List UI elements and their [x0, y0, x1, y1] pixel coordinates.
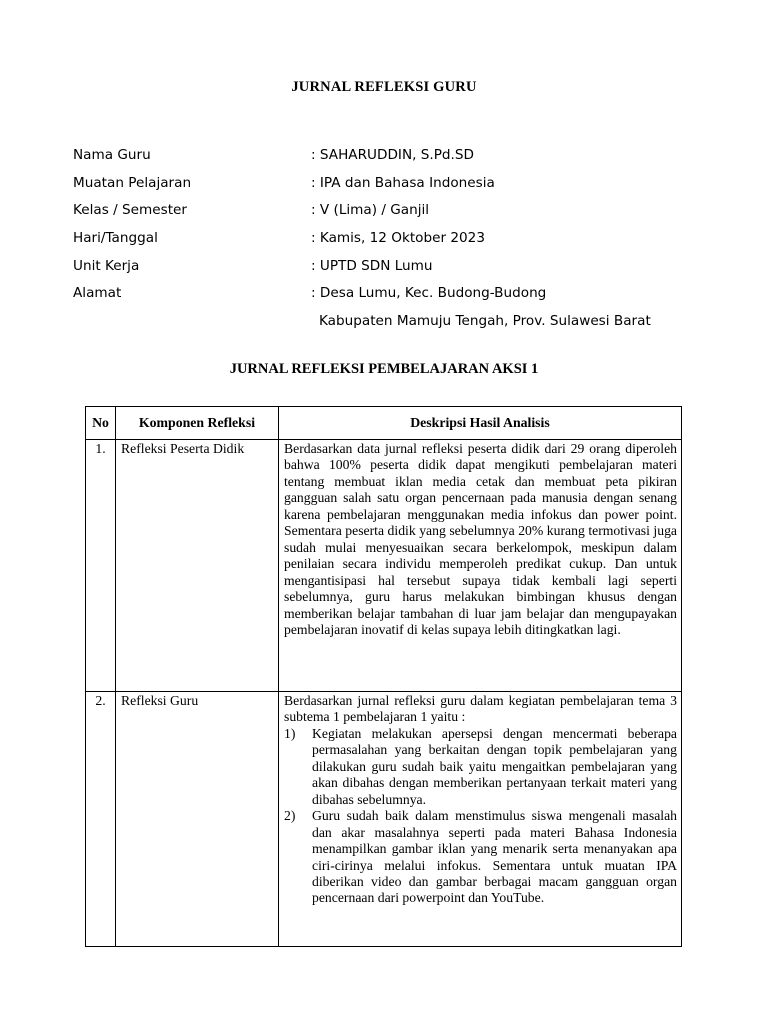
- info-value: : Desa Lumu, Kec. Budong-Budong: [311, 285, 547, 302]
- deskripsi-point-list: [284, 726, 677, 907]
- row-komponen: Refleksi Peserta Didik: [116, 440, 279, 692]
- header-deskripsi: Deskripsi Hasil Analisis: [279, 407, 682, 440]
- header-komponen: Komponen Refleksi: [116, 407, 279, 440]
- reflection-table: [85, 406, 682, 947]
- info-row-nama-guru: [73, 145, 723, 173]
- teacher-info: [73, 145, 723, 339]
- point-text: Guru sudah baik dalam menstimulus siswa mengenali masalah dan akar masalahnya seperti pada materi Bahasa Indonesia menampilkan gambar iklan yang menarik serta menanyakan apa ciri-cirinya melalui infokus. Sementara untuk muatan IPA diberikan video dan gambar berbagai macam gangguan organ pencernaan dari powerpoint dan YouTube.: [312, 808, 677, 906]
- list-item: [284, 808, 677, 907]
- header-no: No: [86, 407, 116, 440]
- point-number: 1): [284, 725, 296, 741]
- document-subtitle: JURNAL REFLEKSI PEMBELAJARAN AKSI 1: [229, 361, 539, 377]
- info-row-kelas-semester: [73, 200, 723, 228]
- row-komponen: Refleksi Guru: [116, 692, 279, 947]
- deskripsi-intro: Berdasarkan jurnal refleksi guru dalam kegiatan pembelajaran tema 3 subtema 1 pembelajaran 1 yaitu :: [284, 693, 677, 725]
- info-label: Hari/Tanggal: [73, 230, 158, 247]
- info-label: Kelas / Semester: [73, 202, 187, 219]
- deskripsi-text: Berdasarkan data jurnal refleksi peserta didik dari 29 orang diperoleh bahwa 100% peserta didik dapat mengikuti pembelajaran materi tentang membuat iklan media cetak dan membuat peta pikiran gangguan salah satu organ pencernaan pada manusia dengan senang karena pembelajaran menggunakan media infokus dan power point. Sementara peserta didik yang sebelumnya 20% kurang termotivasi juga sudah mulai menyesuaikan secara berkelompok, meskipun dalam penilaian secara individu memperoleh predikat cukup. Dan untuk mengantisipasi hal tersebut supaya tidak kembali lagi seperti sebelumnya, guru harus melakukan bimbingan khusus dengan memberikan belajar tambahan di luar jam belajar dan mengupayakan pembelajaran inovatif di kelas supaya lebih ditingkatkan lagi.: [284, 441, 677, 637]
- info-value: : V (Lima) / Ganjil: [311, 202, 430, 219]
- row-number: 1.: [86, 440, 116, 692]
- list-item: [284, 726, 677, 808]
- row-number: 2.: [86, 692, 116, 947]
- info-row-muatan-pelajaran: [73, 173, 723, 201]
- row-deskripsi: [279, 440, 682, 692]
- info-label: Unit Kerja: [73, 257, 140, 274]
- info-label: Alamat: [73, 285, 122, 302]
- info-value: : Kamis, 12 Oktober 2023: [311, 230, 485, 247]
- info-label: Muatan Pelajaran: [73, 174, 192, 191]
- info-row-alamat: [73, 283, 723, 311]
- info-row-alamat-continuation: [73, 311, 723, 339]
- point-number: 2): [284, 808, 296, 824]
- info-value: : SAHARUDDIN, S.Pd.SD: [311, 147, 474, 163]
- table-row: [86, 692, 682, 947]
- row-deskripsi: [279, 692, 682, 947]
- address-continuation: Kabupaten Mamuju Tengah, Prov. Sulawesi Barat: [319, 313, 651, 330]
- document-title: JURNAL REFLEKSI GURU: [291, 79, 477, 95]
- point-text: Kegiatan melakukan apersepsi dengan mencermati beberapa permasalahan yang berkaitan dengan topik pembelajaran yang dilakukan guru sudah baik yaitu mengaitkan pembelajaran yang akan dibahas dengan memberikan pertanyaan terkait materi yang dibahas sebelumnya.: [312, 725, 677, 807]
- info-row-unit-kerja: [73, 256, 723, 284]
- info-label: Nama Guru: [73, 147, 151, 163]
- table-row: [86, 440, 682, 692]
- info-value: : IPA dan Bahasa Indonesia: [311, 174, 495, 191]
- info-value: : UPTD SDN Lumu: [311, 257, 433, 274]
- info-row-hari-tanggal: [73, 228, 723, 256]
- table-header-row: [86, 407, 682, 440]
